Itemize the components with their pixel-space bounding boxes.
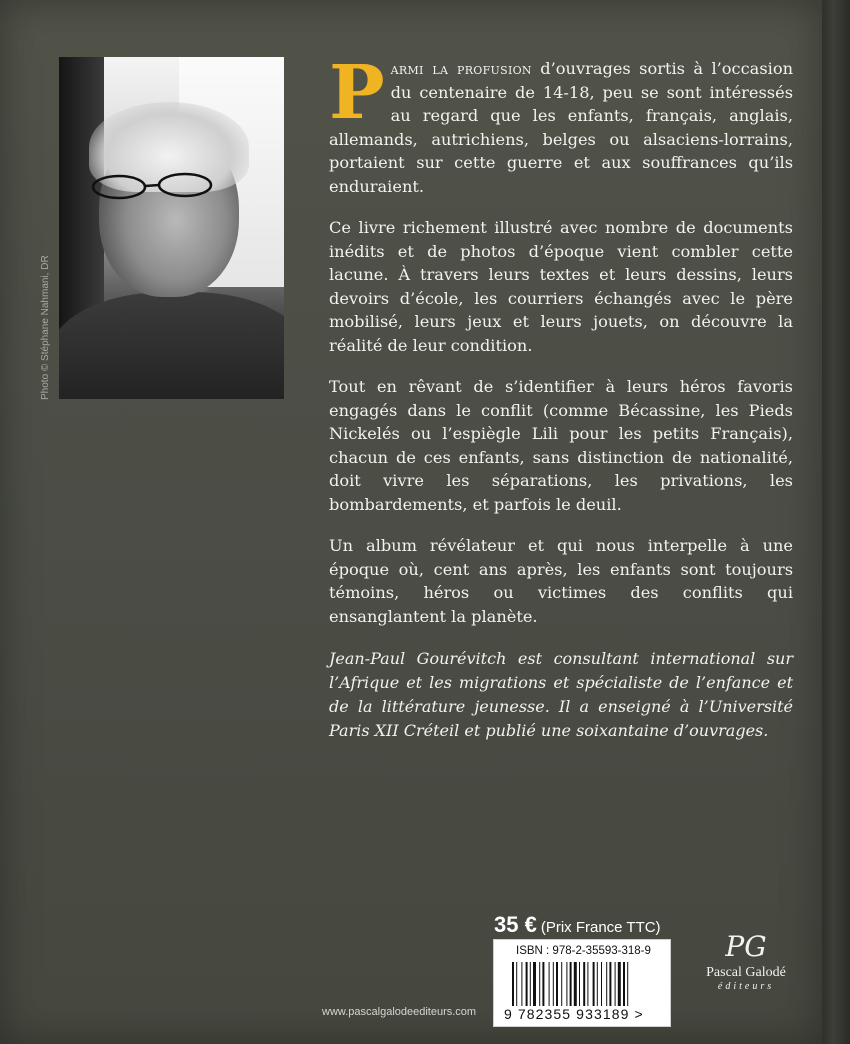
paragraph-3: Tout en rêvant de s’identifier à leurs héros favoris engagés dans le conflit (comme Bécassine, les Pieds Nickelés ou l’espiègle Lili pour les petits Français), chacun de ces enfants, sans distinction de nationalité, doit vivre les séparations, les privations, les bombardements, et parfois le deuil. (329, 377, 793, 514)
blurb (329, 50, 793, 646)
barcode-bars (512, 962, 660, 1006)
price (494, 912, 661, 938)
paragraph-1 (329, 50, 793, 198)
publisher-logo (686, 930, 806, 992)
author-bio: Jean-Paul Gourévitch est consultant international sur l’Afrique et les migrations et spécialiste de l’enfance et de la littérature jeunesse. Il a enseigné à l’Université Paris XII Créteil et publié une soixantaine d’ouvrages. (329, 649, 793, 740)
publisher-name: Pascal Galodé (706, 965, 786, 980)
book-spine (822, 0, 850, 1044)
lead-in: armi la profusion (390, 59, 532, 78)
publisher-subtitle: éditeurs (717, 981, 775, 992)
price-amount: 35 € (494, 912, 537, 937)
photo-body-silhouette (59, 292, 284, 399)
paragraph-1-text: d’ouvrages sortis à l’occasion du centenaire de 14-18, peu se sont intéressés au regard que les enfants, français, anglais, allemands, autrichiens, belges ou alsaciens-lorrains, portaient sur cette guerre et aux souffrances qu’ils enduraient. (329, 59, 793, 196)
publisher-monogram: PG (725, 930, 767, 963)
paragraph-2: Ce livre richement illustré avec nombre de documents inédits et de photos d’époque vient combler cette lacune. À travers leurs textes et leurs dessins, leurs devoirs d’école, les courriers échangés avec le père mobilisé, leurs jeux et leurs jouets, on découvre la réalité de leur condition. (329, 218, 793, 355)
drop-cap: P (329, 50, 385, 136)
photo-credit: Photo © Stéphane Nahmani, DR (40, 255, 51, 400)
publisher-website: www.pascalgalodeediteurs.com (322, 1006, 477, 1018)
barcode-label (493, 939, 671, 1027)
paragraph-4: Un album révélateur et qui nous interpelle à une époque où, cent ans après, les enfants sont toujours témoins, héros ou victimes des conflits qui ensanglantent la planète. (329, 536, 793, 626)
author-photo (59, 57, 284, 399)
photo-glasses (77, 171, 227, 201)
barcode-digits: 9 782355 933189 > (504, 1006, 644, 1022)
price-note: (Prix France TTC) (540, 919, 661, 936)
isbn-text: ISBN : 978-2-35593-318-9 (516, 945, 651, 957)
